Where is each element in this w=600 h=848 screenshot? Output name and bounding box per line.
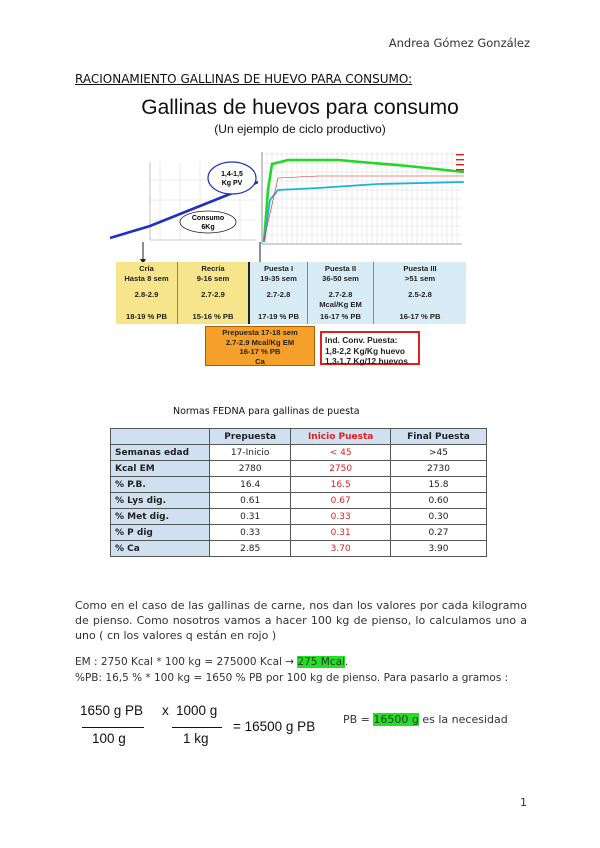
energy-unit-label: Mcal/Kg EM (319, 300, 362, 309)
egg-weight-curve (264, 182, 464, 242)
section-title: RACIONAMIENTO GALLINAS DE HUEVO PARA CONSUMO: (75, 72, 413, 86)
table-row: % Lys dig. 0.61 0.67 0.60 (111, 493, 487, 509)
phase-puesta-3: Puesta III >51 sem 2.5-2.8 16-17 % PB (374, 262, 466, 324)
body-paragraph: Como en el caso de las gallinas de carne, nos dan los valores por cada kilogramo de pienso. Como nosotros vamos a hacer 100 kg de pienso, lo calculamos uno a uno ( cn los valores q están en rojo ) (75, 599, 527, 642)
conversion-index-box: Ind. Conv. Puesta: 1,8-2,2 Kg/Kg huevo 1,3-1,7 Kg/12 huevos (320, 331, 420, 365)
fedna-norms-table (110, 428, 487, 557)
fraction-numerator-1: 1650 g PB (80, 703, 144, 718)
laying-production-graph (258, 150, 468, 250)
fraction-result: = 16500 g PB (233, 719, 316, 734)
header-blank (111, 429, 210, 445)
pb-necessity: PB = 16500 g es la necesidad (343, 713, 508, 726)
header-prepuesta: Prepuesta (210, 429, 291, 445)
phase-strip (116, 262, 466, 324)
pb-need-highlight: 16500 g (373, 713, 419, 726)
table-row: Semanas edad 17-Inicio < 45 >45 (111, 445, 487, 461)
pb-calculation: %PB: 16,5 % * 100 kg = 1650 % PB por 100 kg de pienso. Para pasarlo a gramos : (75, 672, 509, 684)
phase-cria: Cría Hasta 8 sem 2.8-2.9 18-19 % PB (116, 262, 178, 324)
consumption-label: Consumo (191, 215, 225, 222)
figure-subtitle: (Un ejemplo de ciclo productivo) (214, 122, 386, 136)
table-row: % P.B. 16.4 16.5 15.8 (111, 477, 487, 493)
em-result-highlight: 275 Mcal (297, 656, 345, 668)
weight-range: 1,4-1,5 (221, 171, 243, 178)
page-number: 1 (520, 796, 527, 809)
phase-recria: Recría 9-16 sem 2.7-2.9 15-16 % PB (178, 262, 250, 324)
fraction-numerator-2: 1000 g (176, 703, 218, 718)
table-row: Kcal EM 2780 2750 2730 (111, 461, 487, 477)
fraction-times: x (162, 703, 169, 718)
phase-puesta-2: Puesta II 36-50 sem 2.7-2.8 Mcal/Kg EM 16-17 % PB (308, 262, 374, 324)
weight-unit: Kg PV (221, 180, 243, 187)
header-inicio-puesta: Inicio Puesta (291, 429, 391, 445)
production-curve (264, 160, 464, 242)
table-row: % Ca 2.85 3.70 3.90 (111, 541, 487, 557)
table-row: % Met dig. 0.31 0.33 0.30 (111, 509, 487, 525)
fraction-bar-1 (82, 727, 144, 728)
fraction-denominator-2: 1 kg (183, 731, 209, 746)
phase-puesta-1: Puesta I 19-35 sem 2.7-2.8 17-19 % PB (250, 262, 308, 324)
header-final-puesta: Final Puesta (390, 429, 486, 445)
consumption-value: 6Kg (201, 224, 215, 231)
prepuesta-box: Prepuesta 17-18 sem 2.7-2.9 Mcal/Kg EM 16-17 % PB Ca (205, 326, 315, 366)
em-calculation: EM : 2750 Kcal * 100 kg = 275000 Kcal → 275 Mcal. (75, 656, 349, 668)
author-header: Andrea Gómez González (388, 36, 530, 50)
table-row: % P dig 0.33 0.31 0.27 (111, 525, 487, 541)
fraction-denominator-1: 100 g (92, 731, 126, 746)
figure-title: Gallinas de huevos para consumo (141, 96, 459, 119)
table-header-row (111, 429, 487, 445)
fraction-bar-2 (172, 727, 222, 728)
table-caption: Normas FEDNA para gallinas de puesta (173, 406, 360, 417)
unit-conversion-formula (80, 703, 340, 748)
growth-graph (110, 150, 258, 242)
